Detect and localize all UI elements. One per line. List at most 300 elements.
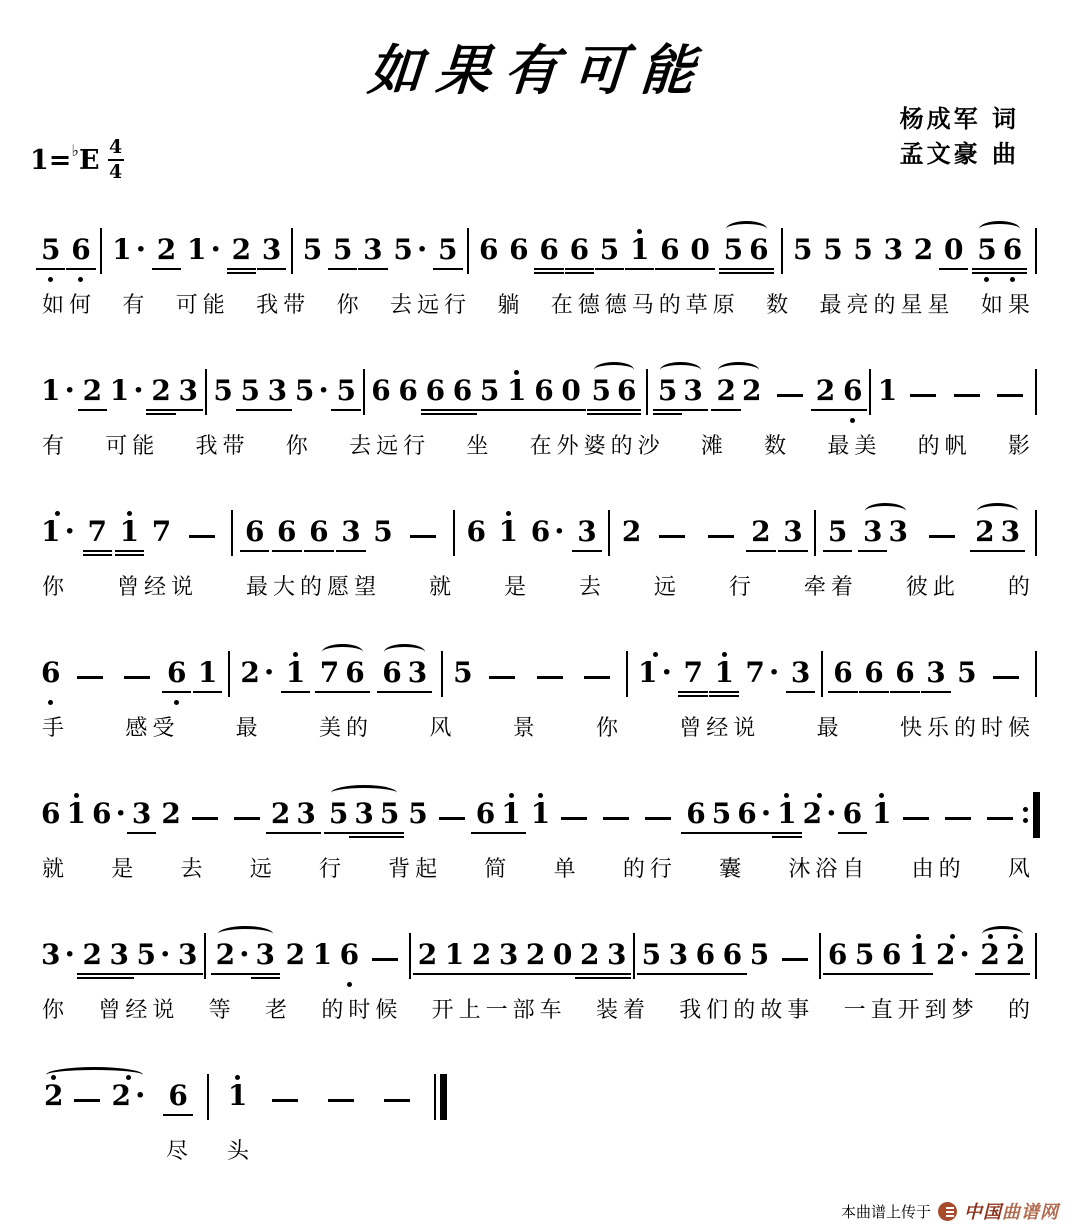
meter-numerator: 4 bbox=[108, 136, 123, 158]
note-number: 5 bbox=[332, 233, 353, 266]
lyric-syllable: 我带 bbox=[256, 293, 311, 318]
note bbox=[683, 364, 702, 427]
underline-slot bbox=[872, 830, 891, 839]
underline-slot bbox=[843, 407, 862, 416]
underline-slot bbox=[82, 971, 101, 980]
duration-underline bbox=[828, 691, 857, 693]
note bbox=[110, 928, 129, 991]
note-number-line bbox=[41, 516, 75, 548]
note-number: 6 bbox=[466, 515, 487, 548]
note-number-line bbox=[92, 798, 126, 830]
note-number-line bbox=[179, 375, 198, 407]
underline-slot bbox=[83, 407, 102, 416]
duration-underline bbox=[678, 691, 707, 693]
note bbox=[111, 1069, 145, 1132]
octave-dot-below-slot bbox=[850, 416, 855, 427]
note-number-line bbox=[895, 657, 914, 689]
note-number-line bbox=[286, 657, 305, 689]
note bbox=[371, 364, 390, 427]
note-number-line bbox=[66, 798, 85, 830]
note bbox=[137, 928, 171, 991]
lyric-syllable: 开上一部车 bbox=[431, 998, 567, 1023]
note-number: 1 bbox=[530, 797, 551, 830]
augmentation-dot: · bbox=[64, 373, 75, 408]
note-number: 6 bbox=[478, 233, 499, 266]
note-number-line bbox=[828, 939, 847, 971]
note bbox=[683, 646, 702, 709]
note bbox=[363, 223, 382, 286]
duration-dash bbox=[645, 817, 671, 820]
underline-slot bbox=[341, 548, 360, 557]
dash-bar bbox=[903, 817, 929, 820]
note-number-line bbox=[833, 657, 852, 689]
underline-slot bbox=[41, 266, 60, 275]
augmentation-dot: · bbox=[318, 373, 329, 408]
note-number: 2 bbox=[151, 374, 171, 407]
note-number-line bbox=[580, 939, 599, 971]
octave-dot-below-slot bbox=[48, 275, 53, 286]
barline bbox=[814, 510, 816, 556]
note bbox=[232, 223, 251, 286]
duration-underline bbox=[146, 409, 175, 411]
slur-arc-group bbox=[326, 787, 402, 850]
duration-underline bbox=[132, 973, 176, 975]
note-number: 6 bbox=[534, 374, 554, 407]
lyric-syllable: 数 bbox=[766, 293, 794, 318]
note bbox=[724, 223, 743, 286]
lyric-syllable: 就 bbox=[428, 575, 456, 600]
note bbox=[198, 646, 217, 709]
lyric-syllable: 最 bbox=[816, 716, 844, 741]
note-number-line bbox=[816, 375, 835, 407]
note-number-line bbox=[480, 375, 499, 407]
underline-slot bbox=[480, 407, 499, 416]
note-number-line bbox=[295, 375, 329, 407]
note-number: 1 bbox=[197, 656, 218, 689]
dash-bar bbox=[777, 394, 803, 397]
note bbox=[268, 364, 287, 427]
repeat-barline bbox=[1023, 792, 1040, 838]
note bbox=[479, 223, 498, 286]
duration-underline bbox=[211, 973, 255, 975]
lyrics-row bbox=[38, 288, 1039, 319]
note-number-line bbox=[167, 657, 186, 689]
note-number-line bbox=[232, 234, 251, 266]
barline bbox=[646, 369, 648, 415]
note-number: 0 bbox=[552, 938, 573, 971]
duration-underline bbox=[281, 691, 310, 693]
duration-underline bbox=[173, 973, 202, 975]
note bbox=[152, 505, 171, 568]
note-number: 5 bbox=[749, 938, 770, 971]
notes-row bbox=[38, 1068, 1039, 1132]
note-number: 0 bbox=[690, 233, 710, 266]
note bbox=[373, 505, 392, 568]
duration-dash bbox=[124, 676, 150, 679]
note bbox=[277, 505, 296, 568]
note bbox=[240, 646, 274, 709]
note-number: 1 bbox=[498, 515, 519, 548]
note bbox=[83, 364, 102, 427]
duration-dash bbox=[929, 535, 955, 538]
note-number-line bbox=[408, 798, 427, 830]
slur-arc-group bbox=[655, 364, 706, 427]
note bbox=[828, 505, 847, 568]
underline-slot bbox=[777, 830, 796, 839]
note-number-line bbox=[216, 939, 250, 971]
note bbox=[914, 223, 933, 286]
note-number-line bbox=[371, 375, 390, 407]
duration-underline bbox=[709, 695, 738, 697]
note-number-line bbox=[472, 939, 491, 971]
note bbox=[41, 505, 75, 568]
note bbox=[816, 364, 835, 427]
note-number-line bbox=[714, 657, 733, 689]
underline-slot bbox=[329, 830, 348, 839]
duration-dash bbox=[272, 1099, 298, 1102]
note-number: 6 bbox=[864, 656, 884, 689]
barline bbox=[441, 651, 443, 697]
note-number: 7 bbox=[319, 656, 340, 689]
underline-slot bbox=[561, 407, 580, 416]
note-number: 3 bbox=[606, 938, 627, 971]
note-number: 6 bbox=[166, 656, 187, 689]
note-number-line bbox=[198, 657, 217, 689]
lyrics-row bbox=[38, 993, 1039, 1024]
underline-slot bbox=[791, 689, 810, 698]
note bbox=[863, 505, 882, 568]
barline bbox=[100, 228, 102, 274]
note-number: 2 bbox=[975, 515, 995, 548]
note bbox=[882, 928, 901, 991]
duration-underline bbox=[236, 409, 265, 411]
underline-slot bbox=[472, 971, 491, 980]
underline-slot bbox=[823, 266, 842, 275]
notes-row bbox=[38, 504, 1039, 568]
note-number-line bbox=[111, 1080, 145, 1112]
lyric-syllable: 快乐的时候 bbox=[899, 716, 1035, 741]
note-number-line bbox=[268, 375, 287, 407]
duration-dash bbox=[910, 394, 936, 397]
note-number: 7 bbox=[683, 656, 703, 689]
note bbox=[41, 364, 75, 427]
cn-qupu-logo-icon bbox=[938, 1202, 957, 1221]
note bbox=[295, 364, 329, 427]
note-number-line bbox=[793, 234, 812, 266]
duration-underline bbox=[529, 409, 558, 411]
note bbox=[393, 223, 427, 286]
lyric-syllable: 如果 bbox=[980, 293, 1035, 318]
note-number-line bbox=[277, 516, 296, 548]
duration-underline bbox=[904, 973, 933, 975]
note-number-line bbox=[340, 939, 359, 971]
barline bbox=[291, 228, 293, 274]
lyric-syllable: 最亮的星星 bbox=[819, 293, 955, 318]
note bbox=[341, 505, 360, 568]
note-number: 1 bbox=[186, 233, 207, 266]
note-number: 6 bbox=[539, 233, 559, 266]
note bbox=[438, 223, 457, 286]
note-number-line bbox=[1003, 234, 1022, 266]
note bbox=[88, 505, 107, 568]
note-number-line bbox=[553, 939, 572, 971]
note-number-line bbox=[888, 516, 907, 548]
lyric-syllable: 的 bbox=[1007, 575, 1035, 600]
note-number-line bbox=[336, 375, 355, 407]
duration-underline bbox=[340, 691, 369, 693]
note-number-line bbox=[137, 939, 171, 971]
duration-underline bbox=[83, 554, 112, 556]
slur-arc-group bbox=[977, 928, 1028, 991]
duration-underline bbox=[440, 973, 469, 975]
lyric-syllable: 牵着 bbox=[803, 575, 858, 600]
underline-slot bbox=[467, 548, 486, 557]
lyric-syllable: 最大的愿望 bbox=[245, 575, 381, 600]
duration-underline bbox=[105, 973, 134, 975]
note-number: 5 bbox=[723, 233, 744, 266]
duration-dash bbox=[659, 535, 685, 538]
note bbox=[531, 505, 565, 568]
duration-underline bbox=[251, 973, 280, 975]
note bbox=[501, 787, 520, 850]
note-number-line bbox=[354, 798, 373, 830]
note-number: 5 bbox=[641, 938, 662, 971]
note-number-line bbox=[41, 798, 60, 830]
lyric-syllable: 的帆 bbox=[917, 434, 972, 459]
underline-slot bbox=[553, 971, 572, 980]
note bbox=[110, 364, 144, 427]
underline-slot bbox=[262, 266, 281, 275]
note-number: 6 bbox=[617, 374, 637, 407]
duration-underline bbox=[859, 691, 888, 693]
underline-slot bbox=[936, 971, 970, 980]
duration-underline bbox=[921, 691, 950, 693]
note-number-line bbox=[507, 375, 526, 407]
note-number-line bbox=[41, 375, 75, 407]
note-number-line bbox=[262, 234, 281, 266]
duration-dash bbox=[189, 535, 215, 538]
note-number: 5 bbox=[792, 233, 813, 266]
note-number: 3 bbox=[131, 797, 152, 830]
note-number: 5 bbox=[599, 233, 620, 266]
duration-underline bbox=[786, 691, 815, 693]
note-number-line bbox=[476, 798, 495, 830]
note bbox=[296, 787, 315, 850]
octave-dot-below bbox=[78, 277, 83, 282]
note-number-line bbox=[363, 234, 382, 266]
note bbox=[853, 223, 872, 286]
note-number: 1 bbox=[41, 374, 61, 407]
duration-dash bbox=[603, 817, 629, 820]
duration-underline bbox=[709, 691, 738, 693]
underline-slot bbox=[371, 407, 390, 416]
note-number: 6 bbox=[244, 515, 265, 548]
lyric-syllable: 影 bbox=[1007, 434, 1035, 459]
rest-note bbox=[553, 928, 572, 991]
note-number: 3 bbox=[41, 938, 61, 971]
note-number-line bbox=[445, 939, 464, 971]
note bbox=[823, 223, 842, 286]
note-number-line bbox=[843, 798, 862, 830]
note-number-line bbox=[453, 375, 472, 407]
note-number-line bbox=[161, 798, 180, 830]
duration-underline bbox=[572, 550, 601, 552]
note bbox=[41, 646, 60, 709]
meter-denominator: 4 bbox=[108, 161, 123, 183]
lyricist-credit: 杨成军 词 bbox=[899, 105, 1019, 133]
note-number: 7 bbox=[151, 515, 172, 548]
note-number: 2 bbox=[579, 938, 600, 971]
note-number: 3 bbox=[577, 515, 597, 548]
note bbox=[262, 223, 281, 286]
underline-slot bbox=[1001, 548, 1020, 557]
note-number-line bbox=[617, 375, 636, 407]
duration-dash bbox=[384, 1099, 410, 1102]
underline-slot bbox=[686, 830, 705, 839]
note bbox=[570, 223, 589, 286]
duration-dash bbox=[410, 535, 436, 538]
slur-arc-group bbox=[860, 505, 911, 568]
augmentation-dot: · bbox=[160, 937, 171, 972]
notes-row bbox=[38, 645, 1039, 709]
note-number: 2 bbox=[231, 233, 252, 266]
lyric-syllable: 去 bbox=[180, 857, 208, 882]
underline-slot bbox=[690, 266, 709, 275]
underline-slot bbox=[277, 548, 296, 557]
note-number: 3 bbox=[296, 797, 316, 830]
note-number: 5 bbox=[136, 938, 157, 971]
underline-slot bbox=[509, 266, 528, 275]
footer-watermark bbox=[841, 1198, 1059, 1224]
dash-bar bbox=[910, 394, 936, 397]
note-number-line bbox=[41, 657, 60, 689]
note-number: 1 bbox=[638, 656, 658, 689]
duration-dash bbox=[372, 958, 398, 961]
augmentation-dot: · bbox=[959, 937, 970, 972]
note bbox=[895, 646, 914, 709]
underline-slot bbox=[592, 407, 611, 416]
note-number: 6 bbox=[452, 374, 473, 407]
lyric-syllable: 美的 bbox=[318, 716, 373, 741]
underline-slot bbox=[507, 407, 526, 416]
duration-underline bbox=[494, 973, 523, 975]
rest-note bbox=[561, 364, 580, 427]
note-number: 6 bbox=[660, 233, 680, 266]
music-system bbox=[38, 645, 1039, 742]
note-number-line bbox=[853, 234, 872, 266]
underline-slot bbox=[296, 830, 315, 839]
note-number: 5 bbox=[213, 374, 233, 407]
duration-underline bbox=[732, 832, 776, 834]
dash-bar bbox=[489, 676, 515, 679]
dash-bar bbox=[372, 958, 398, 961]
note-number-line bbox=[742, 375, 761, 407]
note-number: 2 bbox=[156, 233, 177, 266]
underline-slot bbox=[638, 689, 672, 698]
note-number: 2 bbox=[270, 797, 291, 830]
note bbox=[777, 787, 796, 850]
barline bbox=[231, 510, 233, 556]
underline-slot bbox=[111, 1112, 145, 1121]
duration-underline bbox=[251, 977, 280, 979]
duration-underline bbox=[823, 550, 852, 552]
note bbox=[534, 364, 553, 427]
underline-slot bbox=[393, 266, 427, 275]
note-number: 6 bbox=[749, 233, 769, 266]
duration-underline bbox=[556, 409, 585, 411]
lyric-syllable: 风 bbox=[429, 716, 457, 741]
underline-slot bbox=[313, 971, 332, 980]
underline-slot bbox=[345, 689, 364, 698]
lyric-syllable: 数 bbox=[764, 434, 792, 459]
duration-dash bbox=[945, 817, 971, 820]
underline-slot bbox=[660, 266, 679, 275]
underline-slot bbox=[309, 548, 328, 557]
duration-underline bbox=[602, 973, 631, 975]
dash-bar bbox=[929, 535, 955, 538]
octave-dot-below-slot bbox=[347, 980, 352, 991]
underline-slot bbox=[256, 971, 275, 980]
underline-slot bbox=[66, 830, 85, 839]
note-number-line bbox=[712, 798, 731, 830]
flat-symbol: ♭ bbox=[71, 140, 79, 160]
lyric-syllable: 去远行 bbox=[389, 293, 471, 318]
octave-dot-below-slot bbox=[48, 698, 53, 709]
note-number-line bbox=[120, 516, 139, 548]
note bbox=[1003, 223, 1022, 286]
lyric-syllable: 如何 bbox=[42, 293, 97, 318]
underline-slot bbox=[526, 971, 545, 980]
note-number-line bbox=[82, 939, 101, 971]
duration-dash bbox=[561, 817, 587, 820]
note-number-line bbox=[658, 375, 677, 407]
note-number-line bbox=[71, 234, 90, 266]
underline-slot bbox=[980, 971, 999, 980]
note-number: 3 bbox=[255, 938, 276, 971]
note-number-line bbox=[309, 516, 328, 548]
duration-underline bbox=[227, 268, 256, 270]
note-number: 1 bbox=[629, 233, 650, 266]
note-number-line bbox=[41, 939, 75, 971]
octave-dot-below-slot bbox=[984, 275, 989, 286]
duration-underline bbox=[850, 973, 879, 975]
underline-slot bbox=[853, 266, 872, 275]
lyric-syllable: 躺 bbox=[497, 293, 525, 318]
duration-underline bbox=[602, 977, 631, 979]
note-number-line bbox=[501, 798, 520, 830]
note-number: 3 bbox=[267, 374, 288, 407]
underline-slot bbox=[803, 830, 837, 839]
lyric-syllable: 行 bbox=[728, 575, 756, 600]
octave-dot-below-slot bbox=[1010, 275, 1015, 286]
duration-underline bbox=[823, 973, 852, 975]
barline bbox=[1035, 228, 1037, 274]
note bbox=[313, 928, 332, 991]
note-number: 5 bbox=[328, 797, 349, 830]
underline-slot bbox=[793, 266, 812, 275]
underline-slot bbox=[895, 689, 914, 698]
lyrics-row bbox=[38, 1134, 1039, 1165]
underline-slot bbox=[88, 548, 107, 557]
note bbox=[909, 928, 928, 991]
lyric-syllable: 等 bbox=[208, 998, 236, 1023]
note bbox=[855, 928, 874, 991]
note-number: 6 bbox=[277, 515, 297, 548]
underline-slot bbox=[268, 407, 287, 416]
note bbox=[696, 928, 715, 991]
lyric-syllable: 老 bbox=[264, 998, 292, 1023]
underline-slot bbox=[888, 548, 907, 557]
